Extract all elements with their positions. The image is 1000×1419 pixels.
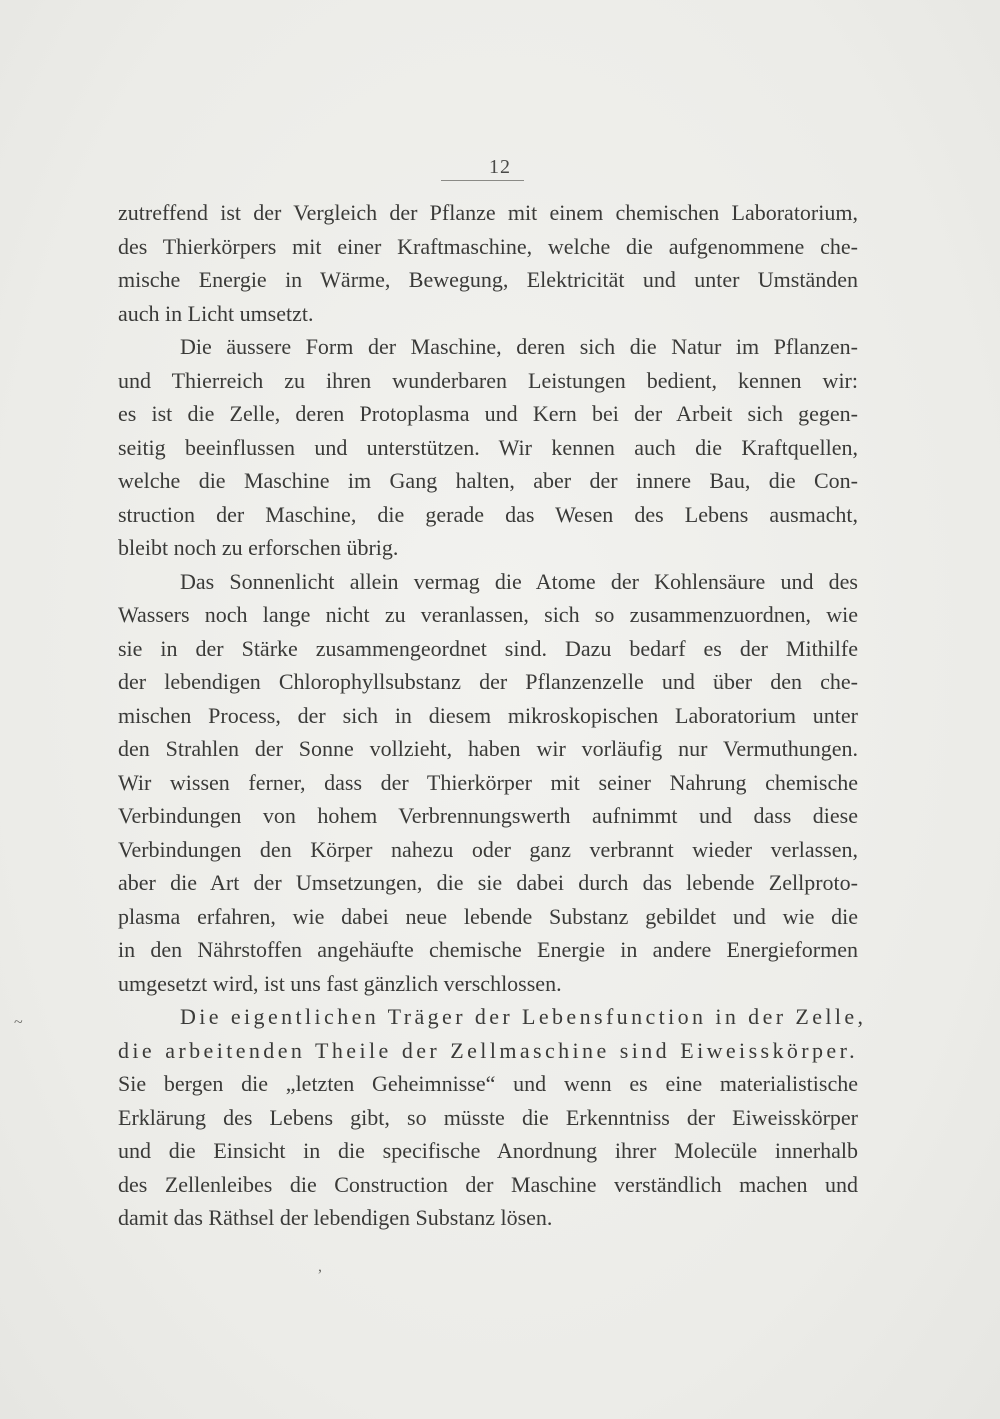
text-line: auch in Licht umsetzt. <box>118 300 314 326</box>
text-line: des Thierkörpers mit einer Kraftmaschine, welche die aufgenommene che- <box>118 233 858 259</box>
text-line: es ist die Zelle, deren Protoplasma und Kern bei der Arbeit sich gegen- <box>118 401 858 426</box>
text-line: mischen Process, der sich in diesem mikroskopischen Laboratorium unter <box>118 702 858 728</box>
text-line: mische Energie in Wärme, Bewegung, Elektricität und unter Umständen <box>118 267 858 292</box>
text-line: bleibt noch zu erforschen übrig. <box>118 535 399 560</box>
text-line: und die Einsicht in die specifische Anordnung ihrer Molecüle innerhalb <box>118 1138 858 1163</box>
text-line: Wassers noch lange nicht zu veranlassen, sich so zusammenzuordnen, wie <box>118 602 858 627</box>
text-line: umgesetzt wird, ist uns fast gänzlich verschlossen. <box>118 970 562 996</box>
stray-ink-mark: , <box>318 1258 322 1275</box>
text-line: des Zellenleibes die Construction der Maschine verständlich machen und <box>118 1171 858 1197</box>
text-line: der lebendigen Chlorophyllsubstanz der Pflanzenzelle und über den che- <box>118 669 858 694</box>
emphasized-text-line: die arbeitenden Theile der Zellmaschine sind Eiweisskörper. <box>118 1037 858 1063</box>
text-line: Die äussere Form der Maschine, deren sich die Natur im Pflanzen- <box>180 334 858 359</box>
text-line: sie in der Stärke zusammengeordnet sind. Dazu bedarf es der Mithilfe <box>118 635 858 661</box>
text-line: zutreffend ist der Vergleich der Pflanze mit einem chemischen Laboratorium, <box>118 200 858 225</box>
text-line: Verbindungen von hohem Verbrennungswerth aufnimmt und dass diese <box>118 803 858 828</box>
text-line: plasma erfahren, wie dabei neue lebende Substanz gebildet und wie die <box>118 903 858 929</box>
text-line: aber die Art der Umsetzungen, die sie dabei durch das lebende Zellproto- <box>118 870 858 895</box>
text-line: Wir wissen ferner, dass der Thierkörper mit seiner Nahrung chemische <box>118 769 858 795</box>
text-line: in den Nährstoffen angehäufte chemische Energie in andere Energieformen <box>118 937 858 962</box>
text-line: damit das Räthsel der lebendigen Substanz lösen. <box>118 1205 553 1230</box>
text-line: Erklärung des Lebens gibt, so müsste die Erkenntniss der Eiweisskörper <box>118 1104 858 1130</box>
body-text <box>118 196 867 1235</box>
text-line: struction der Maschine, die gerade das Wesen des Lebens ausmacht, <box>118 501 858 527</box>
text-line: seitig beeinflussen und unterstützen. Wir kennen auch die Kraftquellen, <box>118 434 858 460</box>
text-line: Sie bergen die „letzten Geheimnisse“ und wenn es eine materialistische <box>118 1071 858 1096</box>
text-line: Das Sonnenlicht allein vermag die Atome der Kohlensäure und des <box>180 568 858 594</box>
emphasized-text-line: Die eigentlichen Träger der Lebensfunction in der Zelle, <box>180 1004 867 1029</box>
page-number-rule <box>441 180 524 181</box>
page-number: 12 <box>489 156 511 178</box>
margin-dash-mark: ~ <box>14 1014 23 1031</box>
text-line: welche die Maschine im Gang halten, aber der innere Bau, die Con- <box>118 468 858 493</box>
text-line: Verbindungen den Körper nahezu oder ganz verbrannt wieder verlassen, <box>118 836 858 862</box>
text-line: und Thierreich zu ihren wunderbaren Leistungen bedient, kennen wir: <box>118 367 858 393</box>
text-line: den Strahlen der Sonne vollzieht, haben wir vorläufig nur Vermuthungen. <box>118 736 858 761</box>
